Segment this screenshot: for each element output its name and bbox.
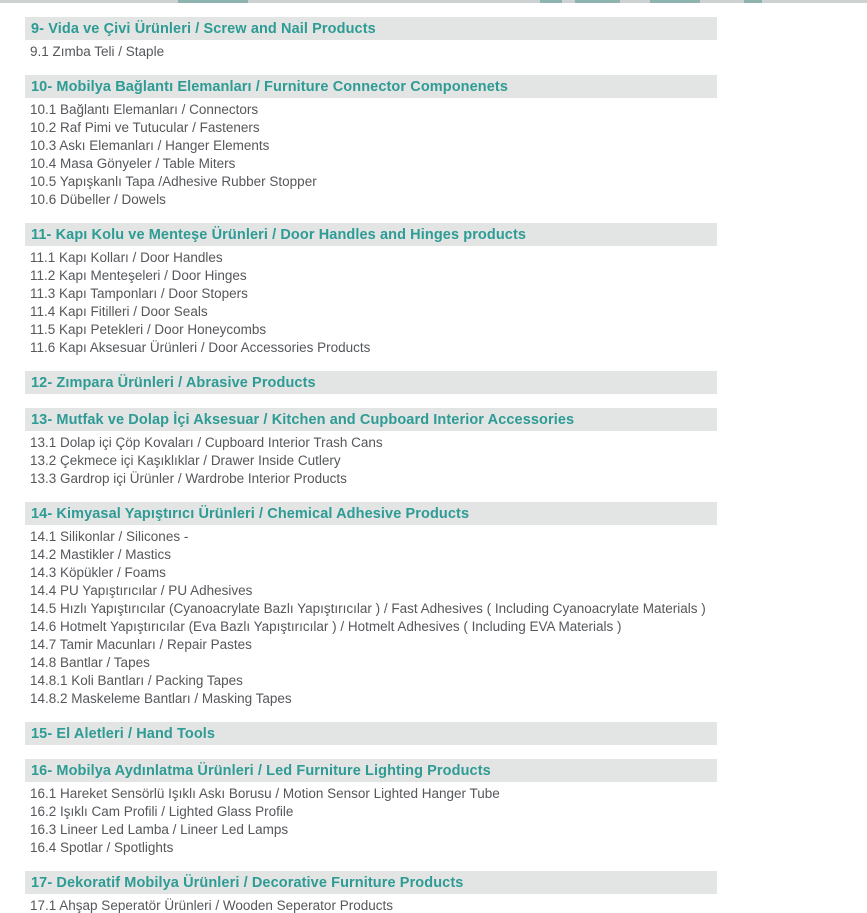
section-header-bar bbox=[25, 408, 717, 431]
catalog-item: 14.6 Hotmelt Yapıştırıcılar (Eva Bazlı Yapıştırıcılar ) / Hotmelt Adhesives ( Including EVA Materials ) bbox=[30, 619, 622, 634]
section-header-bar bbox=[25, 75, 717, 98]
remnant-glyph-mark bbox=[575, 0, 620, 3]
catalog-item: 13.3 Gardrop içi Ürünler / Wardrobe Interior Products bbox=[30, 471, 347, 486]
catalog-item: 17.1 Ahşap Seperatör Ürünleri / Wooden Seperator Products bbox=[30, 898, 393, 913]
cut-off-previous-row-remnant bbox=[0, 0, 867, 3]
section-13 bbox=[25, 408, 867, 488]
remnant-glyph-mark bbox=[650, 0, 700, 3]
section-header-text: 9- Vida ve Çivi Ürünleri / Screw and Nail Products bbox=[31, 20, 376, 37]
catalog-item: 10.2 Raf Pimi ve Tutucular / Fasteners bbox=[30, 120, 260, 135]
section-16 bbox=[25, 759, 867, 857]
section-11 bbox=[25, 223, 867, 357]
section-header-bar bbox=[25, 759, 717, 782]
remnant-glyph-mark bbox=[744, 0, 762, 3]
catalog-item: 14.7 Tamir Macunları / Repair Pastes bbox=[30, 637, 252, 652]
catalog-item: 10.1 Bağlantı Elemanları / Connectors bbox=[30, 102, 259, 117]
catalog-item: 14.4 PU Yapıştırıcılar / PU Adhesives bbox=[30, 583, 253, 598]
section-header-bar bbox=[25, 722, 717, 745]
section-header-text: 14- Kimyasal Yapıştırıcı Ürünleri / Chemical Adhesive Products bbox=[31, 505, 470, 522]
catalog-item: 16.4 Spotlar / Spotlights bbox=[30, 840, 174, 855]
catalog-item: 14.8.1 Koli Bantları / Packing Tapes bbox=[30, 673, 243, 688]
catalog-item: 13.1 Dolap içi Çöp Kovaları / Cupboard Interior Trash Cans bbox=[30, 435, 383, 450]
section-header-text: 13- Mutfak ve Dolap İçi Aksesuar / Kitchen and Cupboard Interior Accessories bbox=[31, 411, 575, 428]
catalog-item: 11.5 Kapı Petekleri / Door Honeycombs bbox=[30, 322, 267, 337]
catalog-item: 10.5 Yapışkanlı Tapa /Adhesive Rubber Stopper bbox=[30, 174, 317, 189]
section-header-bar bbox=[25, 502, 717, 525]
catalog-item: 11.6 Kapı Aksesuar Ürünleri / Door Accessories Products bbox=[30, 340, 371, 355]
catalog-item: 13.2 Çekmece içi Kaşıklıklar / Drawer Inside Cutlery bbox=[30, 453, 341, 468]
section-10 bbox=[25, 75, 867, 209]
remnant-glyph-mark bbox=[178, 0, 248, 3]
catalog-item: 14.3 Köpükler / Foams bbox=[30, 565, 166, 580]
section-header-text: 12- Zımpara Ürünleri / Abrasive Products bbox=[31, 374, 316, 391]
section-header-bar bbox=[25, 871, 717, 894]
catalog-item: 10.4 Masa Gönyeler / Table Miters bbox=[30, 156, 236, 171]
catalog-item: 14.8.2 Maskeleme Bantları / Masking Tapes bbox=[30, 691, 292, 706]
section-9 bbox=[25, 17, 867, 61]
catalog-item: 16.3 Lineer Led Lamba / Lineer Led Lamps bbox=[30, 822, 289, 837]
section-12 bbox=[25, 371, 867, 394]
catalog-item: 10.3 Askı Elemanları / Hanger Elements bbox=[30, 138, 270, 153]
section-header-text: 11- Kapı Kolu ve Menteşe Ürünleri / Door Handles and Hinges products bbox=[31, 226, 527, 243]
section-header-bar bbox=[25, 223, 717, 246]
section-header-text: 10- Mobilya Bağlantı Elemanları / Furniture Connector Componenets bbox=[31, 78, 509, 95]
section-header-bar bbox=[25, 371, 717, 394]
catalog-item: 11.3 Kapı Tamponları / Door Stopers bbox=[30, 286, 248, 301]
section-header-text: 16- Mobilya Aydınlatma Ürünleri / Led Furniture Lighting Products bbox=[31, 762, 491, 779]
section-17 bbox=[25, 871, 867, 913]
remnant-glyph-mark bbox=[540, 0, 562, 3]
catalog-item: 14.1 Silikonlar / Silicones - bbox=[30, 529, 189, 544]
catalog-item: 11.2 Kapı Menteşeleri / Door Hinges bbox=[30, 268, 247, 283]
catalog-item: 14.2 Mastikler / Mastics bbox=[30, 547, 172, 562]
catalog-item: 16.2 Işıklı Cam Profili / Lighted Glass Profile bbox=[30, 804, 294, 819]
catalog-item: 11.1 Kapı Kolları / Door Handles bbox=[30, 250, 223, 265]
section-header-bar bbox=[25, 17, 717, 40]
catalog-item: 9.1 Zımba Teli / Staple bbox=[30, 44, 165, 59]
section-15 bbox=[25, 722, 867, 745]
catalog-item: 16.1 Hareket Sensörlü Işıklı Askı Borusu / Motion Sensor Lighted Hanger Tube bbox=[30, 786, 500, 801]
catalog-item: 11.4 Kapı Fitilleri / Door Seals bbox=[30, 304, 208, 319]
catalog-item: 14.8 Bantlar / Tapes bbox=[30, 655, 150, 670]
section-header-text: 15- El Aletleri / Hand Tools bbox=[31, 725, 216, 742]
catalog-item: 14.5 Hızlı Yapıştırıcılar (Cyanoacrylate Bazlı Yapıştırıcılar ) / Fast Adhesives ( Including Cyanoacrylate Materials ) bbox=[30, 601, 706, 616]
section-14 bbox=[25, 502, 867, 708]
section-header-text: 17- Dekoratif Mobilya Ürünleri / Decorative Furniture Products bbox=[31, 874, 464, 891]
catalog-item: 10.6 Dübeller / Dowels bbox=[30, 192, 166, 207]
